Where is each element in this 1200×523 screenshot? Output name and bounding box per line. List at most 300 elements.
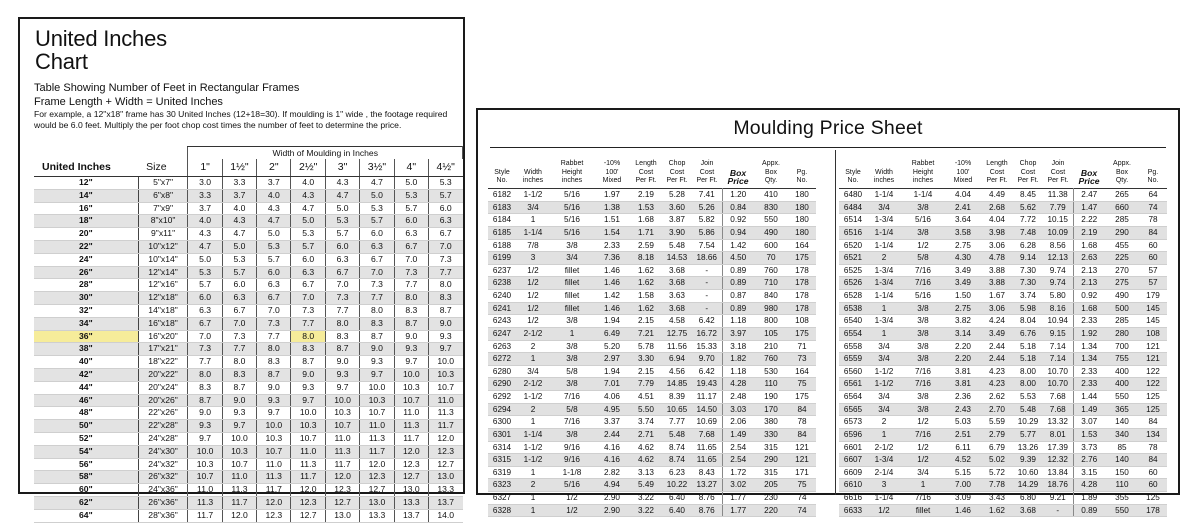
price-cell: 2.33 [1073, 315, 1105, 328]
price-cell: 6182 [488, 189, 516, 202]
price-cell: 13.26 [1013, 441, 1043, 454]
col-width-7: 4" [394, 159, 428, 177]
price-row [839, 327, 1167, 340]
price-cell: 7/16 [550, 391, 594, 404]
price-cell: 4.28 [722, 378, 754, 391]
price-cell: 190 [754, 391, 788, 404]
feet-cell: 7.0 [325, 279, 359, 292]
price-cell: 5.26 [692, 201, 722, 214]
price-sheet-title: Moulding Price Sheet [733, 117, 923, 139]
price-cell: 78 [1139, 441, 1167, 454]
price-cell: 3.03 [722, 403, 754, 416]
feet-cell: 12.0 [394, 445, 428, 458]
feet-cell: 5.0 [257, 228, 291, 241]
feet-cell: 8.7 [257, 368, 291, 381]
price-cell: 5.18 [1013, 340, 1043, 353]
price-cell: 2 [867, 252, 901, 265]
price-col-header-9: Appx. Box Qty. [762, 160, 780, 185]
price-cell: 6561 [839, 378, 867, 391]
feet-cell: 6.3 [188, 304, 222, 317]
table-row [34, 368, 463, 381]
price-row [488, 340, 816, 353]
price-cell: 10.29 [1013, 416, 1043, 429]
price-cell: 2.06 [722, 416, 754, 429]
feet-cell: 11.3 [291, 458, 325, 471]
price-cell: 6520 [839, 239, 867, 252]
price-cell: 3.68 [662, 302, 692, 315]
price-cell: 5/8 [550, 365, 594, 378]
feet-cell: 10.7 [394, 394, 428, 407]
feet-cell: 8.0 [394, 292, 428, 305]
price-cell: 3.13 [630, 466, 662, 479]
feet-cell: 10.3 [291, 420, 325, 433]
chart-subtitle-2: Frame Length + Width = United Inches [34, 96, 223, 108]
price-row [488, 416, 816, 429]
price-cell: 9/16 [550, 441, 594, 454]
feet-cell: 5.0 [291, 215, 325, 228]
united-inches-table [34, 146, 463, 523]
price-cell: 1-1/4 [867, 290, 901, 303]
feet-cell: 6.3 [222, 292, 256, 305]
price-cell: 0.89 [1073, 504, 1105, 517]
price-cell: 0.92 [1073, 290, 1105, 303]
price-cell: 1.62 [630, 302, 662, 315]
price-cell: fillet [550, 277, 594, 290]
feet-cell: 8.3 [394, 304, 428, 317]
feet-cell: 9.3 [222, 407, 256, 420]
price-cell: 84 [1139, 454, 1167, 467]
united-inches-cell: 28" [34, 279, 138, 292]
feet-cell: 4.7 [360, 177, 394, 190]
feet-cell: 10.3 [394, 381, 428, 394]
feet-cell: 11.3 [188, 496, 222, 509]
feet-cell: 5.3 [325, 215, 359, 228]
feet-cell: 6.3 [325, 253, 359, 266]
price-cell: 8.43 [692, 466, 722, 479]
price-cell: 6290 [488, 378, 516, 391]
price-col-header-5: Length Cost Per Ft. [635, 160, 657, 185]
price-cell: 2.90 [594, 504, 630, 517]
price-cell: 1.42 [594, 290, 630, 303]
price-cell: 8.45 [1013, 189, 1043, 202]
price-cell: 6.79 [981, 441, 1013, 454]
price-cell: 3.49 [945, 277, 981, 290]
price-cell: 134 [1139, 428, 1167, 441]
price-cell: 2.22 [1073, 214, 1105, 227]
price-cell: - [692, 264, 722, 277]
price-cell: 4.28 [1073, 479, 1105, 492]
table-row [34, 189, 463, 202]
price-cell: 3.58 [945, 226, 981, 239]
price-cell: 4.24 [981, 315, 1013, 328]
feet-cell: 8.3 [291, 343, 325, 356]
price-cell: 5.48 [662, 239, 692, 252]
price-row [488, 466, 816, 479]
price-cell: 4.49 [981, 189, 1013, 202]
price-cell: 6609 [839, 466, 867, 479]
price-cell: 5.80 [1043, 290, 1073, 303]
feet-cell: 9.0 [394, 330, 428, 343]
price-cell: 8.39 [662, 391, 692, 404]
price-cell: 1.82 [722, 353, 754, 366]
table-row [34, 394, 463, 407]
price-cell: 10.70 [1043, 365, 1073, 378]
price-cell: 1-1/2 [516, 454, 550, 467]
feet-cell: 8.3 [188, 381, 222, 394]
price-row [839, 441, 1167, 454]
feet-cell: 6.0 [257, 266, 291, 279]
price-cell: 2.54 [722, 454, 754, 467]
price-cell: 15.33 [692, 340, 722, 353]
feet-cell: 7.7 [428, 266, 462, 279]
price-cell: 7.77 [662, 416, 692, 429]
price-cell: 6238 [488, 277, 516, 290]
price-row [839, 428, 1167, 441]
table-row [34, 279, 463, 292]
feet-cell: 12.0 [257, 496, 291, 509]
feet-cell: 8.3 [428, 292, 462, 305]
price-cell: 1 [516, 504, 550, 517]
price-cell: 3.14 [945, 327, 981, 340]
united-inches-cell: 34" [34, 317, 138, 330]
price-cell: 140 [1105, 416, 1139, 429]
price-cell: 74 [788, 492, 816, 505]
feet-cell: 10.3 [360, 394, 394, 407]
price-cell: 2.59 [630, 239, 662, 252]
price-cell: 18.66 [692, 252, 722, 265]
feet-cell: 3.3 [222, 177, 256, 190]
price-cell: 11.17 [692, 391, 722, 404]
feet-cell: 8.7 [428, 304, 462, 317]
price-cell: 6480 [839, 189, 867, 202]
price-cell: 3.68 [662, 277, 692, 290]
feet-cell: 5.7 [428, 189, 462, 202]
price-cell: 8.18 [630, 252, 662, 265]
price-cell: 84 [788, 428, 816, 441]
price-cell: 6328 [488, 504, 516, 517]
price-cell: 4.78 [981, 252, 1013, 265]
price-cell: 1.46 [945, 504, 981, 517]
column-divider [835, 150, 836, 495]
price-cell: 3/4 [901, 466, 945, 479]
price-cell: 7.21 [630, 327, 662, 340]
price-cell: 8.00 [1013, 365, 1043, 378]
size-cell: 18"x22" [138, 356, 188, 369]
feet-cell: 7.7 [325, 304, 359, 317]
feet-cell: 13.3 [360, 509, 394, 522]
price-cell: 1.94 [594, 365, 630, 378]
price-cell: 2.79 [981, 428, 1013, 441]
feet-cell: 4.7 [291, 202, 325, 215]
price-cell: 6514 [839, 214, 867, 227]
feet-cell: 5.7 [394, 202, 428, 215]
price-cell: 7/8 [516, 239, 550, 252]
price-cell: 6300 [488, 416, 516, 429]
price-row [488, 239, 816, 252]
price-cell: 5.03 [945, 416, 981, 429]
feet-cell: 11.0 [428, 394, 462, 407]
feet-cell: 4.0 [257, 189, 291, 202]
price-cell: 6526 [839, 277, 867, 290]
feet-cell: 9.0 [325, 356, 359, 369]
price-cell: 10.22 [662, 479, 692, 492]
price-cell: 6280 [488, 365, 516, 378]
size-cell: 16"x20" [138, 330, 188, 343]
feet-cell: 11.3 [222, 484, 256, 497]
price-cell: 3.64 [945, 214, 981, 227]
feet-cell: 11.7 [360, 445, 394, 458]
feet-cell: 6.7 [360, 253, 394, 266]
price-cell: 6323 [488, 479, 516, 492]
price-col-header-3: Rabbet Height inches [560, 160, 584, 185]
price-cell: 9.14 [1013, 252, 1043, 265]
price-table-left [488, 150, 816, 517]
price-cell: 2.44 [981, 340, 1013, 353]
price-cell: 180 [788, 214, 816, 227]
price-cell: 17.39 [1043, 441, 1073, 454]
price-cell: 6559 [839, 353, 867, 366]
feet-cell: 9.7 [394, 356, 428, 369]
price-cell: 3/4 [867, 403, 901, 416]
price-cell: 6188 [488, 239, 516, 252]
price-cell: 6.28 [1013, 239, 1043, 252]
united-inches-cell: 60" [34, 484, 138, 497]
feet-cell: 9.3 [188, 420, 222, 433]
table-row [34, 407, 463, 420]
size-cell: 20"x22" [138, 368, 188, 381]
price-cell: 1-3/4 [867, 264, 901, 277]
price-cell: 5.48 [662, 428, 692, 441]
price-cell: 365 [1105, 403, 1139, 416]
united-inches-cell: 16" [34, 202, 138, 215]
col-width-5: 3" [325, 159, 359, 177]
price-cell: 3/8 [901, 403, 945, 416]
feet-cell: 6.0 [188, 292, 222, 305]
price-row [839, 277, 1167, 290]
table-row [34, 432, 463, 445]
price-cell: 830 [754, 201, 788, 214]
price-cell: 7.68 [1043, 391, 1073, 404]
price-cell: 7/16 [901, 264, 945, 277]
feet-cell: 9.7 [325, 381, 359, 394]
size-cell: 20"x24" [138, 381, 188, 394]
united-inches-cell: 30" [34, 292, 138, 305]
price-col-header-4: -10% 100' Mixed [602, 160, 622, 185]
price-cell: 2.48 [722, 391, 754, 404]
size-cell: 20"x26" [138, 394, 188, 407]
price-cell: 121 [1139, 353, 1167, 366]
price-cell: 4.16 [594, 454, 630, 467]
col-width-2: 1½" [222, 159, 256, 177]
price-cell: 4.06 [594, 391, 630, 404]
feet-cell: 5.0 [325, 202, 359, 215]
price-cell: 7.72 [1013, 214, 1043, 227]
price-col-header-8: Box Price [727, 167, 749, 187]
price-cell: 1-1/4 [901, 189, 945, 202]
price-cell: 2 [867, 416, 901, 429]
price-cell: 3/4 [516, 201, 550, 214]
price-cell: 6185 [488, 226, 516, 239]
price-cell: 1-1/2 [516, 189, 550, 202]
price-cell: 60 [1139, 252, 1167, 265]
table-row [34, 381, 463, 394]
price-cell: 2.68 [981, 201, 1013, 214]
feet-cell: 8.0 [188, 368, 222, 381]
price-cell: 57 [1139, 277, 1167, 290]
col-width-6: 3½" [360, 159, 394, 177]
feet-cell: 9.7 [257, 407, 291, 420]
price-cell: 3.74 [1013, 290, 1043, 303]
price-cell: 2.15 [630, 365, 662, 378]
feet-cell: 10.0 [257, 420, 291, 433]
feet-cell: 6.0 [428, 202, 462, 215]
feet-cell: 7.0 [291, 292, 325, 305]
feet-cell: 9.3 [325, 368, 359, 381]
size-cell: 16"x18" [138, 317, 188, 330]
table-row [34, 253, 463, 266]
price-row [488, 378, 816, 391]
price-cell: 3/4 [867, 201, 901, 214]
price-cell: 6558 [839, 340, 867, 353]
price-cell: - [692, 290, 722, 303]
price-cell: 6565 [839, 403, 867, 416]
title-rule [490, 147, 1166, 148]
feet-cell: 10.3 [428, 368, 462, 381]
size-cell: 7"x9" [138, 202, 188, 215]
price-cell: 6.42 [692, 315, 722, 328]
price-cell: 3.06 [981, 302, 1013, 315]
price-cell: 6315 [488, 454, 516, 467]
feet-cell: 11.7 [291, 471, 325, 484]
price-cell: 2.82 [594, 466, 630, 479]
price-row [839, 492, 1167, 505]
price-cell: 1.18 [722, 365, 754, 378]
price-cell: 3/8 [901, 302, 945, 315]
price-cell: 220 [754, 504, 788, 517]
size-cell: 22"x28" [138, 420, 188, 433]
price-cell: 9.70 [692, 353, 722, 366]
price-cell: 19.43 [692, 378, 722, 391]
size-cell: 9"x11" [138, 228, 188, 241]
feet-cell: 5.0 [188, 253, 222, 266]
chart-subtitle-1: Table Showing Number of Feet in Rectangular Frames [34, 82, 300, 94]
feet-cell: 8.7 [325, 343, 359, 356]
feet-cell: 11.7 [257, 484, 291, 497]
feet-cell: 3.3 [188, 189, 222, 202]
table-row [34, 356, 463, 369]
price-row [488, 315, 816, 328]
feet-cell: 7.0 [428, 240, 462, 253]
price-cell: 265 [1105, 189, 1139, 202]
feet-cell: 10.0 [428, 356, 462, 369]
price-cell: 755 [1105, 353, 1139, 366]
price-cell: 18.76 [1043, 479, 1073, 492]
feet-cell: 11.0 [222, 471, 256, 484]
feet-cell: 6.3 [360, 240, 394, 253]
feet-cell: 9.7 [222, 420, 256, 433]
united-inches-cell: 24" [34, 253, 138, 266]
chart-note: For example, a 12"x18" frame has 30 United Inches (12+18=30). If moulding is 1" wide , the footage required would be 6.0 feet. Multiply the per foot chop cost times the number of feet to determine the price. [34, 109, 448, 131]
price-cell: 490 [1105, 290, 1139, 303]
price-cell: 110 [754, 378, 788, 391]
price-cell: 550 [754, 214, 788, 227]
price-cell: 2.13 [1073, 277, 1105, 290]
price-cell: 6247 [488, 327, 516, 340]
feet-cell: 10.7 [257, 445, 291, 458]
feet-cell: 10.3 [222, 445, 256, 458]
price-cell: 1/2 [550, 492, 594, 505]
price-cell: 7.30 [1013, 264, 1043, 277]
price-cell: 3 [867, 479, 901, 492]
price-cell: 530 [754, 365, 788, 378]
price-cell: 5/16 [550, 201, 594, 214]
price-row [488, 504, 816, 517]
price-cell: 3.73 [1073, 441, 1105, 454]
feet-cell: 7.7 [188, 356, 222, 369]
price-cell: 1.92 [1073, 327, 1105, 340]
feet-cell: 9.3 [257, 394, 291, 407]
united-inches-cell: 48" [34, 407, 138, 420]
feet-cell: 10.0 [222, 432, 256, 445]
price-cell: 1/2 [901, 441, 945, 454]
price-row [839, 290, 1167, 303]
price-cell: 4.58 [662, 315, 692, 328]
price-cell: 7.14 [1043, 340, 1073, 353]
price-cell: 13.27 [692, 479, 722, 492]
price-cell: 1.53 [1073, 428, 1105, 441]
chart-title: United Inches Chart [35, 26, 167, 74]
price-cell: 1.89 [1073, 492, 1105, 505]
price-cell: 2.63 [1073, 252, 1105, 265]
price-cell: 3.37 [594, 416, 630, 429]
price-cell: 122 [1139, 365, 1167, 378]
feet-cell: 8.0 [291, 330, 325, 343]
price-cell: 2.20 [945, 353, 981, 366]
price-cell: 3.22 [630, 504, 662, 517]
feet-cell: 10.7 [222, 458, 256, 471]
price-cell: 1.46 [594, 277, 630, 290]
price-cell: 1-1/4 [867, 239, 901, 252]
price-cell: 760 [754, 353, 788, 366]
feet-cell: 13.0 [360, 496, 394, 509]
price-cell: 3.98 [981, 226, 1013, 239]
price-cell: 1.77 [722, 492, 754, 505]
price-cell: 355 [1105, 492, 1139, 505]
feet-cell: 10.3 [257, 432, 291, 445]
price-cell: 75 [788, 479, 816, 492]
price-cell: 6.11 [945, 441, 981, 454]
feet-cell: 4.0 [222, 202, 256, 215]
price-cell: 1-1/4 [516, 226, 550, 239]
price-cell: 6240 [488, 290, 516, 303]
price-cell: 9.15 [1043, 327, 1073, 340]
feet-cell: 13.7 [428, 496, 462, 509]
price-cell: fillet [550, 302, 594, 315]
price-cell: 1-1/2 [867, 365, 901, 378]
price-row [839, 403, 1167, 416]
feet-cell: 10.7 [428, 381, 462, 394]
price-cell: 6199 [488, 252, 516, 265]
price-cell: 60 [1139, 479, 1167, 492]
price-cell: 1.53 [630, 201, 662, 214]
price-cell: 8.76 [692, 504, 722, 517]
price-row [488, 290, 816, 303]
price-cell: 125 [1139, 403, 1167, 416]
price-cell: 4.23 [981, 365, 1013, 378]
size-cell: 10"x14" [138, 253, 188, 266]
feet-cell: 12.7 [291, 509, 325, 522]
price-cell: 5/16 [550, 214, 594, 227]
